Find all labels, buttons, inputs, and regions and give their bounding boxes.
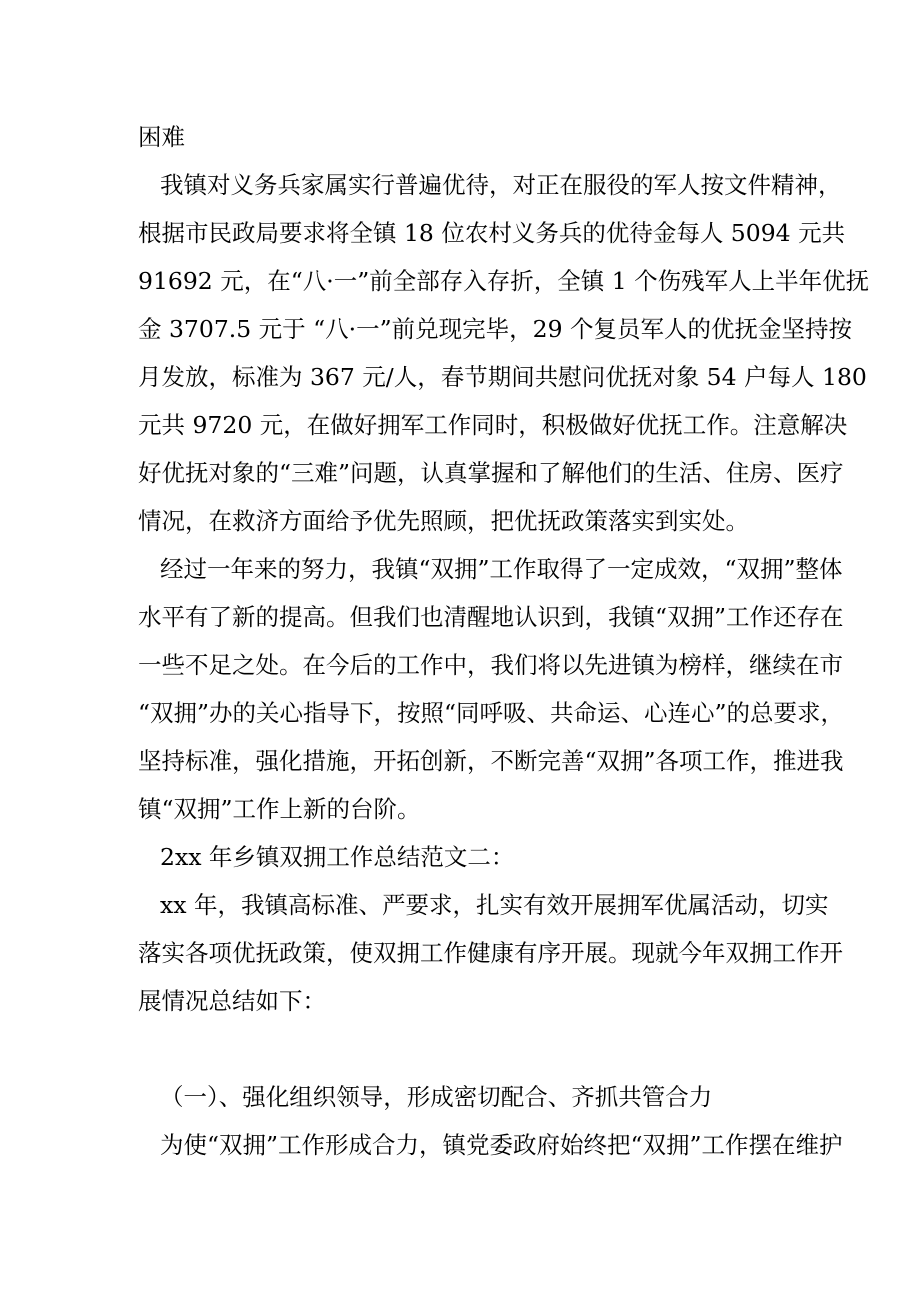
text-line: 水平有了新的提高。但我们也清醒地认识到，我镇“双拥”工作还存在 <box>138 603 844 631</box>
text-line: 金 3707.5 元于 “八·一”前兑现完毕，29 个复员军人的优抚金坚持按 <box>138 315 853 343</box>
paragraph-first-line: 经过一年来的努力，我镇“双拥”工作取得了一定成效，“双拥”整体 <box>160 555 843 583</box>
paragraph-first-line: xx 年，我镇高标准、严要求，扎实有效开展拥军优属活动，切实 <box>160 891 829 919</box>
text-line: 困难 <box>138 123 185 151</box>
text-line: 落实各项优抚政策，使双拥工作健康有序开展。现就今年双拥工作开 <box>138 939 843 967</box>
section-title: 2xx 年乡镇双拥工作总结范文二： <box>160 843 515 871</box>
text-line: 展情况总结如下： <box>138 987 326 1015</box>
text-line: 好优抚对象的“三难”问题，认真掌握和了解他们的生活、住房、医疗 <box>138 459 844 487</box>
text-line: 根据市民政局要求将全镇 18 位农村义务兵的优待金每人 5094 元共 <box>138 219 846 247</box>
text-line: 91692 元，在“八·一”前全部存入存折，全镇 1 个伤残军人上半年优抚 <box>138 267 870 295</box>
text-line: 月发放，标准为 367 元/人，春节期间共慰问优抚对象 54 户每人 180 <box>138 363 867 391</box>
text-line: “双拥”办的关心指导下，按照“同呼吸、共命运、心连心”的总要求， <box>138 699 845 727</box>
paragraph-first-line: 为使“双拥”工作形成合力，镇党委政府始终把“双拥”工作摆在维护 <box>160 1131 843 1159</box>
text-line: 镇“双拥”工作上新的台阶。 <box>138 795 421 823</box>
paragraph-first-line: 我镇对义务兵家属实行普遍优待，对正在服役的军人按文件精神， <box>160 171 842 199</box>
text-line: 元共 9720 元，在做好拥军工作同时，积极做好优抚工作。注意解决 <box>138 411 848 439</box>
text-line: 坚持标准，强化措施，开拓创新，不断完善“双拥”各项工作，推进我 <box>138 747 844 775</box>
subsection-heading: （一）、强化组织领导，形成密切配合、齐抓共管合力 <box>160 1083 713 1111</box>
text-line: 一些不足之处。在今后的工作中，我们将以先进镇为榜样，继续在市 <box>138 651 843 679</box>
text-line: 情况，在救济方面给予优先照顾，把优抚政策落实到实处。 <box>138 507 749 535</box>
